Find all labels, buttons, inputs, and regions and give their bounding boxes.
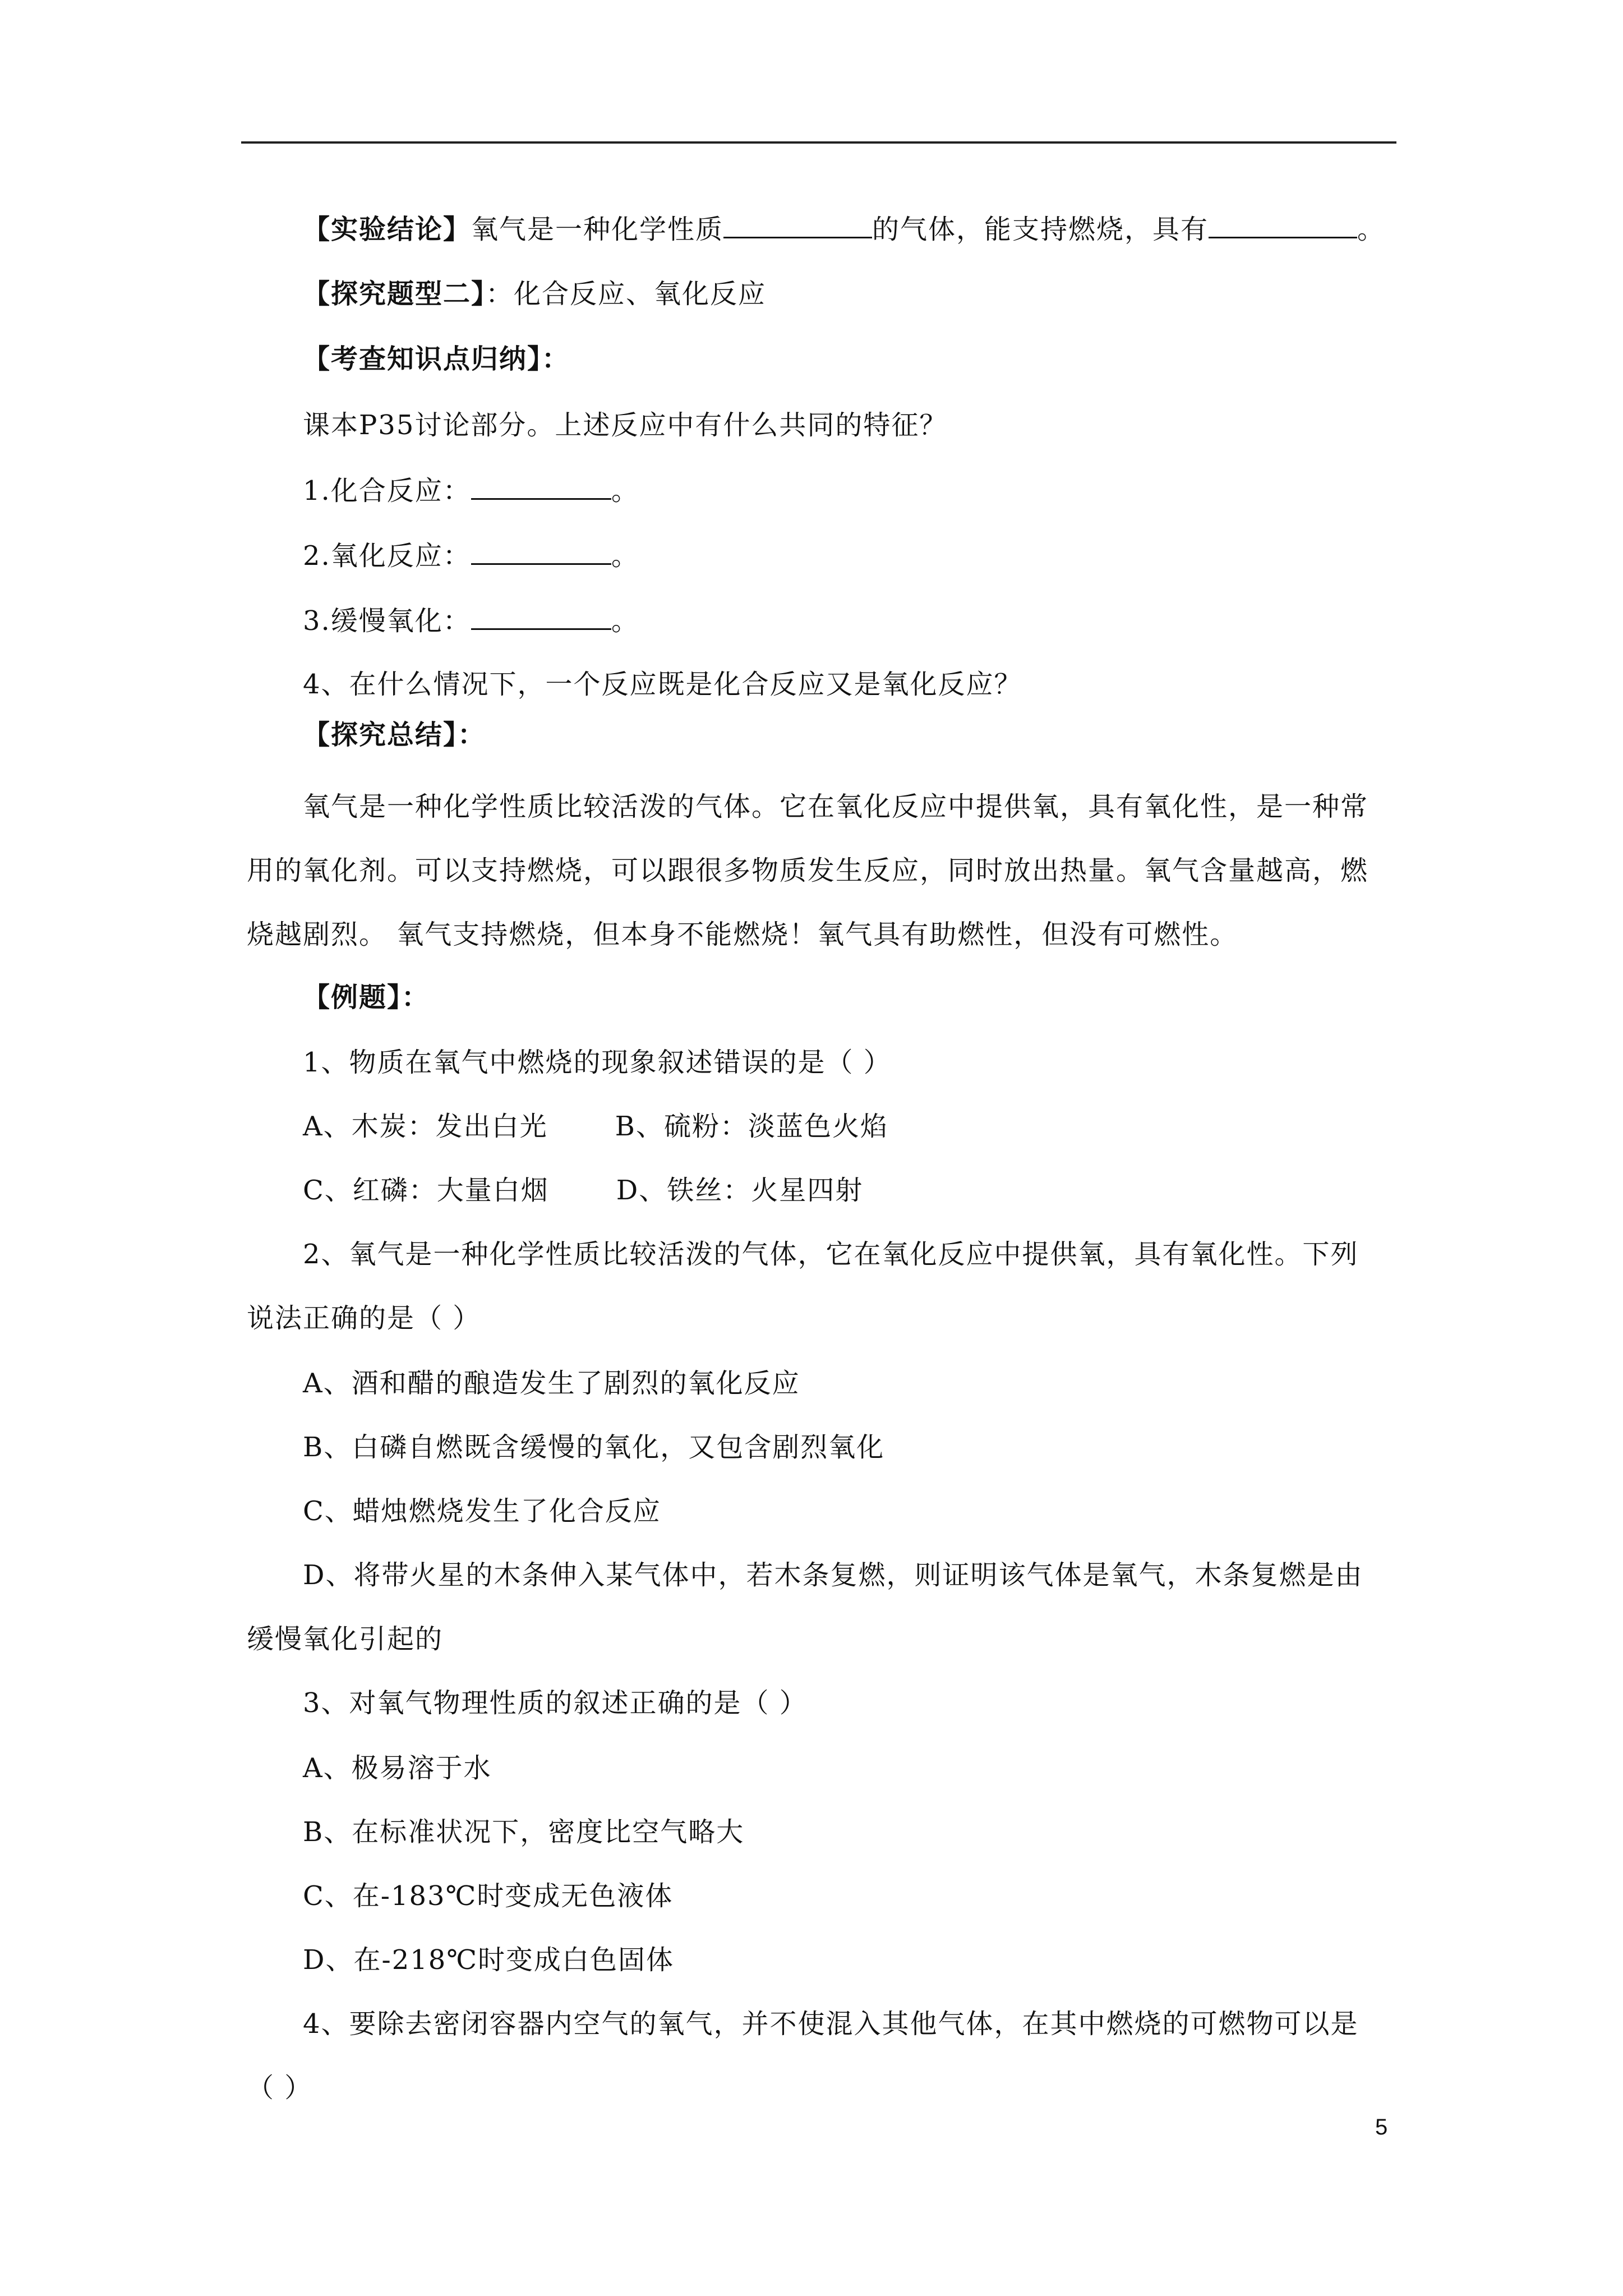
answer-blank [471, 473, 611, 500]
examples-heading: 【例题】： [303, 982, 430, 1013]
option-b: B、白磷自燃既含缓慢的氧化，又包含剧烈氧化 [303, 1432, 885, 1463]
knowledge-summary-heading: 【考查知识点归纳】： [303, 343, 570, 375]
example-two-stem-cont: 说法正确的是（ ） [247, 1303, 481, 1334]
option-d: D、将带火星的木条伸入某气体中，若木条复燃，则证明该气体是氧气，木条复燃是由 [303, 1559, 1363, 1591]
example-three-stem: 3、对氧气物理性质的叙述正确的是（ ） [303, 1687, 808, 1719]
summary-paragraph-line: 烧越剧烈。 氧气支持燃烧，但本身不能燃烧！氧气具有助燃性，但没有可燃性。 [247, 919, 1238, 950]
option-b: B、硫粉：淡蓝色火焰 [615, 1111, 888, 1142]
example-one-options-row [303, 1110, 888, 1143]
option-c: C、红磷：大量白烟 [303, 1175, 549, 1206]
question-four: 4、在什么情况下，一个反应既是化合反应又是氧化反应？ [303, 669, 1022, 700]
page-number: 5 [1375, 2115, 1388, 2139]
example-four-stem: 4、要除去密闭容器内空气的氧气，并不使混入其他气体，在其中燃烧的可燃物可以是 [303, 2008, 1359, 2040]
option-d: D、在-218℃时变成白色固体 [303, 1944, 675, 1976]
conclusion-heading: 【实验结论】 [303, 214, 472, 245]
answer-blank [471, 604, 611, 630]
question-oxidation-reaction: 2.氧化反应： 。 [303, 539, 639, 573]
option-a: A、酒和醋的酿造发生了剧烈的氧化反应 [303, 1368, 800, 1399]
explore-summary-heading: 【探究总结】： [303, 719, 486, 751]
header-rule [241, 141, 1396, 144]
option-d: D、铁丝：火星四射 [616, 1175, 864, 1206]
example-two-stem: 2、氧气是一种化学性质比较活泼的气体，它在氧化反应中提供氧，具有氧化性。下列 [303, 1239, 1359, 1270]
summary-paragraph-line: 氧气是一种化学性质比较活泼的气体。它在氧化反应中提供氧，具有氧化性，是一种常 [303, 791, 1369, 822]
answer-blank [1209, 212, 1357, 238]
option-d-cont: 缓慢氧化引起的 [247, 1623, 444, 1655]
example-four-stem-cont: （ ） [247, 2072, 313, 2104]
summary-paragraph-line: 用的氧化剂。可以支持燃烧，可以跟很多物质发生反应，同时放出热量。氧气含量越高，燃 [247, 855, 1369, 886]
type-two-heading: 【探究题型二】 [303, 278, 486, 310]
option-c: C、在-183℃时变成无色液体 [303, 1880, 674, 1912]
answer-blank [723, 212, 872, 238]
answer-blank [471, 539, 611, 565]
example-one-stem: 1、物质在氧气中燃烧的现象叙述错误的是（ ） [303, 1047, 892, 1078]
textbook-discussion: 课本P35讨论部分。上述反应中有什么共同的特征？ [303, 409, 948, 441]
option-a: A、极易溶于水 [303, 1752, 492, 1784]
question-combination-reaction: 1.化合反应： 。 [303, 473, 639, 508]
example-one-options-row [303, 1174, 863, 1207]
question-slow-oxidation: 3.缓慢氧化： 。 [303, 604, 639, 638]
option-b: B、在标准状况下，密度比空气略大 [303, 1816, 745, 1848]
option-a: A、木炭：发出白光 [303, 1111, 548, 1142]
explore-type-two: 【探究题型二】：化合反应、氧化反应 [303, 278, 767, 310]
option-c: C、蜡烛燃烧发生了化合反应 [303, 1496, 661, 1527]
experiment-conclusion: 【实验结论】氧气是一种化学性质 的气体，能支持燃烧，具有 。 [303, 212, 1385, 246]
